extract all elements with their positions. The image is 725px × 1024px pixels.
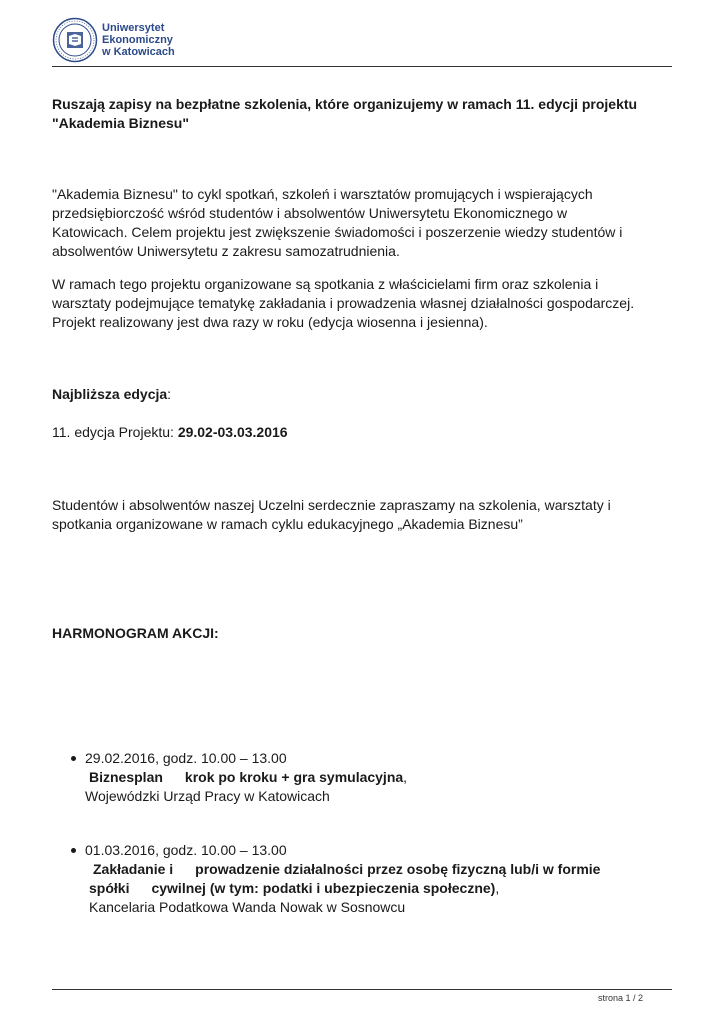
logo-line: w Katowicach — [102, 46, 175, 58]
paragraph-line: warsztaty podejmujące tematykę zakładania i prowadzenia własnej działalności gospodarczej. — [52, 295, 635, 311]
title-part: prowadzenie działalności przez osobę fizyczną lub/i w formie — [195, 861, 601, 877]
schedule-heading: HARMONOGRAM AKCJI: — [52, 625, 219, 641]
edition-dates: 29.02-03.03.2016 — [177, 424, 288, 440]
logo-line: Uniwersytet — [102, 22, 165, 34]
schedule-title-cont — [85, 879, 677, 898]
paragraph-line: przedsiębiorczość wśród studentów i absolwentów Uniwersytetu Ekonomicznego w — [52, 205, 568, 221]
logo-line: Ekonomiczny — [102, 34, 173, 46]
title-part: cywilnej (w tym: podatki i ubezpieczenia społeczne) — [151, 880, 496, 896]
university-name — [102, 22, 175, 58]
paragraph-line: Projekt realizowany jest dwa razy w roku (edycja wiosenna i jesienna). — [52, 314, 488, 330]
description-paragraph — [52, 275, 677, 332]
next-edition-heading — [52, 385, 677, 404]
schedule-venue: Kancelaria Podatkowa Wanda Nowak w Sosnowcu — [89, 899, 406, 915]
schedule-item — [52, 749, 677, 806]
edition-info — [52, 423, 677, 442]
title-part: krok po kroku + gra symulacyjna — [184, 769, 404, 785]
schedule-venue: Wojewódzki Urząd Pracy w Katowicach — [85, 788, 330, 804]
schedule-title — [85, 860, 677, 879]
title-part: Biznesplan — [89, 769, 163, 785]
colon: : — [167, 386, 172, 402]
title-punct: , — [495, 880, 500, 896]
title-part: Zakładanie i — [93, 861, 174, 877]
schedule-title — [85, 768, 677, 787]
header-divider — [52, 66, 672, 67]
intro-paragraph — [52, 185, 677, 261]
paragraph-line: Katowicach. Celem projektu jest zwiększenie świadomości i poszerzenie wiedzy studentów i — [52, 224, 623, 240]
paragraph-line: "Akademia Biznesu" to cykl spotkań, szkoleń i warsztatów promujących i wspierających — [52, 186, 593, 202]
invitation-paragraph — [52, 496, 677, 534]
paragraph-line: spotkania organizowane w ramach cyklu edukacyjnego „Akademia Biznesu” — [52, 516, 523, 532]
university-seal-icon — [52, 17, 98, 63]
header — [52, 16, 175, 64]
footer-divider — [52, 989, 672, 990]
schedule-item — [52, 841, 677, 917]
paragraph-line: Studentów i absolwentów naszej Uczelni serdecznie zapraszamy na szkolenia, warsztaty i — [52, 497, 611, 513]
title-line: Ruszają zapisy na bezpłatne szkolenia, które organizujemy w ramach 11. edycji projektu — [52, 96, 638, 112]
title-punct: , — [403, 769, 408, 785]
schedule-datetime: 29.02.2016, godz. 10.00 – 13.00 — [85, 750, 287, 766]
paragraph-line: absolwentów Uniwersytetu z zakresu samozatrudnienia. — [52, 243, 400, 259]
edition-label: 11. edycja Projektu: — [52, 424, 178, 440]
article-title — [52, 95, 677, 133]
page-number: strona 1 / 2 — [597, 993, 643, 1003]
next-edition-label: Najbliższa edycja — [52, 386, 168, 402]
paragraph-line: W ramach tego projektu organizowane są spotkania z właścicielami firm oraz szkolenia i — [52, 276, 599, 292]
title-line: "Akademia Biznesu" — [52, 115, 189, 131]
title-part: spółki — [89, 880, 130, 896]
schedule-datetime: 01.03.2016, godz. 10.00 – 13.00 — [85, 842, 287, 858]
